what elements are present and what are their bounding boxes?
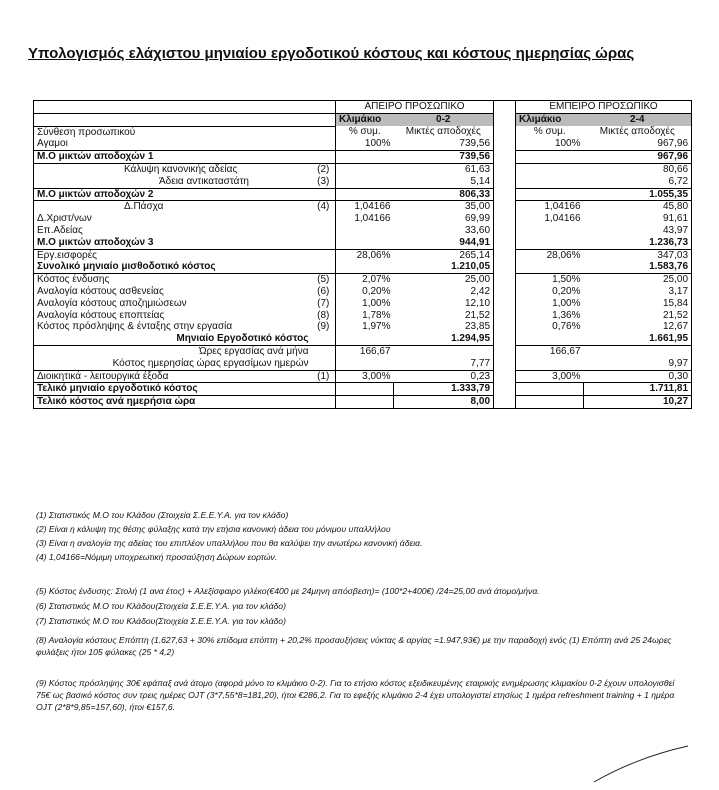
footnote-1: (1) Στατιστικός Μ.Ο του Κλάδου (Στοιχεία Σ.Ε.Ε.Υ.Α. για τον κλάδο) <box>36 510 289 520</box>
table-row <box>34 298 692 310</box>
cell-a-pct: 1,04166 <box>336 213 394 225</box>
cell-a-pct <box>336 261 394 273</box>
cell-a-pct <box>336 396 394 409</box>
footnote-7: (7) Στατιστικός Μ.Ο του Κλάδου(Στοιχεία Σ.Ε.Ε.Υ.Α. για τον κλάδο) <box>36 616 286 626</box>
row-label: Συνολικό μηνιαίο μισθοδοτικό κόστος <box>34 261 312 273</box>
row-label: Μ.Ο μικτών αποδοχών 1 <box>34 151 312 164</box>
cell-b-pct <box>516 151 584 164</box>
cell-b-pct <box>516 163 584 175</box>
scale-label-b: Κλιμάκιο <box>516 113 584 126</box>
cell-b-pct: 1,04166 <box>516 201 584 213</box>
cell-b-amount: 1.661,95 <box>584 333 692 345</box>
cell-a-amount: 12,10 <box>394 298 494 310</box>
cell-a-amount: 5,14 <box>394 176 494 188</box>
row-note-ref <box>312 345 336 357</box>
row-note-ref <box>312 358 336 370</box>
cell-b-amount: 45,80 <box>584 201 692 213</box>
row-note-ref <box>312 383 336 396</box>
cell-a-pct: 1,00% <box>336 298 394 310</box>
cell-a-amount: 69,99 <box>394 213 494 225</box>
cell-b-amount: 6,72 <box>584 176 692 188</box>
cell-b-pct <box>516 188 584 201</box>
footnote-5: (5) Κόστος ένδυσης: Στολή (1 ανα έτος) + Αλεξίσφαιρο γιλέκο(€400 με 24μηνη απόσβεση)= (100*2+400€) /24=25,00 ανά άτομο/μήνα. <box>36 586 540 596</box>
cell-a-pct: 1,04166 <box>336 201 394 213</box>
table-row <box>34 333 692 345</box>
cell-a-pct: 1,97% <box>336 321 394 333</box>
cell-a-pct: 0,20% <box>336 286 394 298</box>
cell-b-amount <box>584 345 692 357</box>
cell-b-pct <box>516 225 584 237</box>
scale-value-b: 2-4 <box>584 113 692 126</box>
row-note-ref <box>312 237 336 249</box>
cell-a-amount: 2,42 <box>394 286 494 298</box>
table-row <box>34 274 692 286</box>
cell-a-pct <box>336 176 394 188</box>
cell-b-pct: 1,50% <box>516 274 584 286</box>
pct-header-a: % συμ. <box>336 126 394 138</box>
table-row <box>34 261 692 273</box>
cell-a-amount: 35,00 <box>394 201 494 213</box>
cell-a-pct <box>336 358 394 370</box>
row-note-ref: (7) <box>317 297 330 309</box>
cost-table <box>33 100 692 409</box>
group-b-header: ΕΜΠΕΙΡΟ ΠΡΟΣΩΠΙΚΟ <box>516 101 692 114</box>
row-note-ref <box>312 126 336 138</box>
row-label: Ώρες εργασίας ανά μήνα <box>34 345 312 357</box>
cell-b-amount: 80,66 <box>584 163 692 175</box>
row-note-ref <box>312 261 336 273</box>
cell-a-pct: 100% <box>336 138 394 150</box>
row-note-ref <box>312 249 336 261</box>
table-row <box>34 176 692 188</box>
row-label: Εργ.εισφορές <box>34 249 312 261</box>
cell-b-amount: 21,52 <box>584 310 692 322</box>
row-note-ref: (3) <box>317 175 330 187</box>
cell-a-pct <box>336 333 394 345</box>
row-label: Δ.Χριστ/νων <box>34 213 312 225</box>
cell-b-amount: 3,17 <box>584 286 692 298</box>
table-row <box>34 151 692 164</box>
scale-label-a: Κλιμάκιο <box>336 113 394 126</box>
row-label: Αγαμοι <box>34 138 312 150</box>
row-label: Αναλογία κόστους ασθενείας <box>34 286 312 298</box>
cell-b-pct: 0,20% <box>516 286 584 298</box>
row-label: Κόστος ημερησίας ώρας εργασίμων ημερών <box>34 358 312 370</box>
cell-b-amount: 12,67 <box>584 321 692 333</box>
row-label: Μ.Ο μικτών αποδοχών 3 <box>34 237 312 249</box>
footnote-6: (6) Στατιστικός Μ.Ο του Κλάδου(Στοιχεία Σ.Ε.Ε.Υ.Α. για τον κλάδο) <box>36 601 286 611</box>
cell-b-pct: 3,00% <box>516 370 584 383</box>
cell-a-pct: 1,78% <box>336 310 394 322</box>
cell-a-pct <box>336 163 394 175</box>
row-label: Δ.Πάσχα <box>34 201 312 213</box>
cell-b-amount: 15,84 <box>584 298 692 310</box>
row-label: Κόστος πρόσληψης & ένταξης στην εργασία <box>34 321 312 333</box>
cell-b-amount: 43,97 <box>584 225 692 237</box>
cell-a-amount: 7,77 <box>394 358 494 370</box>
scale-value-a: 0-2 <box>394 113 494 126</box>
cell-b-pct: 0,76% <box>516 321 584 333</box>
cell-b-amount: 91,61 <box>584 213 692 225</box>
cell-a-amount: 1.210,05 <box>394 261 494 273</box>
cell-b-pct <box>516 396 584 409</box>
table-row <box>34 396 692 409</box>
table-row <box>34 358 692 370</box>
row-note-ref <box>312 213 336 225</box>
cell-b-amount: 1.236,73 <box>584 237 692 249</box>
table-row <box>34 237 692 249</box>
cell-b-pct: 166,67 <box>516 345 584 357</box>
row-label: Σύνθεση προσωπικού <box>34 126 312 138</box>
row-label: Αναλογία κόστους αποζημιώσεων <box>34 298 312 310</box>
cell-b-amount: 9,97 <box>584 358 692 370</box>
cell-b-amount: 347,03 <box>584 249 692 261</box>
row-note-ref: (8) <box>317 309 330 321</box>
cell-a-amount: 944,91 <box>394 237 494 249</box>
table-row <box>34 321 692 333</box>
cell-a-amount <box>394 345 494 357</box>
row-label: Επ.Αδείας <box>34 225 312 237</box>
row-label: Κόστος ένδυσης <box>34 274 312 286</box>
row-note-ref <box>312 333 336 345</box>
row-note-ref: (5) <box>312 274 336 286</box>
cell-a-amount: 8,00 <box>394 396 494 409</box>
cell-b-amount: 967,96 <box>584 138 692 150</box>
cell-b-pct: 1,00% <box>516 298 584 310</box>
cell-a-amount: 21,52 <box>394 310 494 322</box>
footnote-2: (2) Είναι η κάλυψη της θέσης φύλαξης κατά την ετήσια κανονική άδεια του μόνιμου υπαλλήλου <box>36 524 391 534</box>
cell-a-amount: 806,33 <box>394 188 494 201</box>
row-note-ref <box>312 396 336 409</box>
cell-a-amount: 265,14 <box>394 249 494 261</box>
cell-b-amount: 967,96 <box>584 151 692 164</box>
signature-mark <box>592 744 692 784</box>
cell-a-amount: 1.333,79 <box>394 383 494 396</box>
cell-a-pct <box>336 383 394 396</box>
table-row <box>34 188 692 201</box>
table-row <box>34 383 692 396</box>
table-row <box>34 310 692 322</box>
row-note-ref <box>312 188 336 201</box>
cell-a-pct <box>336 188 394 201</box>
cell-a-amount: 25,00 <box>394 274 494 286</box>
cell-a-amount: 739,56 <box>394 151 494 164</box>
footnote-4: (4) 1,04166=Νόμιμη υποχρεωτική προσαύξηση Δώρων εορτών. <box>36 552 278 562</box>
table-row <box>34 163 692 175</box>
cell-a-pct <box>336 225 394 237</box>
row-label: Κάλυψη κανονικής αδείας <box>34 163 312 175</box>
table-row <box>34 249 692 261</box>
table-row <box>34 138 692 150</box>
row-note-ref <box>312 151 336 164</box>
row-label: Διοικητικά - λειτουργικά έξοδα <box>34 370 312 383</box>
row-label: Μ.Ο μικτών αποδοχών 2 <box>34 188 312 201</box>
table-row <box>34 370 692 383</box>
cell-a-amount: 739,56 <box>394 138 494 150</box>
cell-a-amount: 23,85 <box>394 321 494 333</box>
cell-b-amount: 1.583,76 <box>584 261 692 273</box>
table-row <box>34 345 692 357</box>
row-note-ref: (4) <box>312 201 336 213</box>
amount-header-a: Μικτές αποδοχές <box>394 126 494 138</box>
row-note-ref: (6) <box>317 285 330 297</box>
cell-b-amount: 1.711,81 <box>584 383 692 396</box>
row-note-ref <box>312 138 336 150</box>
group-a-header: ΑΠΕΙΡΟ ΠΡΟΣΩΠΙΚΟ <box>336 101 494 114</box>
cell-b-amount: 0,30 <box>584 370 692 383</box>
cell-b-pct <box>516 333 584 345</box>
footnote-9: (9) Κόστος πρόσληψης 30€ εφάπαξ ανά άτομο (αφορά μόνο το κλιμάκιο 0-2). Για το ετήσιο κόστος εξειδικευμένης εταιρικής ενημέρωσης κλιμακίου 0-2 έχουν υπολογισθεί 75€ ως βασικό κόστος συν τρεις ημέρες OJT (3*7,55*8=181,20), ήτοι €286,2. Για το εφεξής κλιμάκιο 2-4 έχει υπολογιστεί ετησίως 1 ημέρα refreshment training + 1 ημέρα OJT (2*8*9,85=157,60), ήτοι €157,6. <box>36 678 675 712</box>
row-label: Τελικό μηνιαίο εργοδοτικό κόστος <box>34 383 312 396</box>
row-note-ref <box>312 225 336 237</box>
cell-a-amount: 33,60 <box>394 225 494 237</box>
cell-b-amount: 25,00 <box>584 274 692 286</box>
corner-cell <box>34 101 312 114</box>
cell-a-pct: 3,00% <box>336 370 394 383</box>
cell-b-pct <box>516 383 584 396</box>
cell-b-pct <box>516 176 584 188</box>
amount-header-b: Μικτές αποδοχές <box>584 126 692 138</box>
row-note-ref: (2) <box>312 163 336 175</box>
cell-b-pct <box>516 237 584 249</box>
cell-a-amount: 61,63 <box>394 163 494 175</box>
row-note-ref: (1) <box>312 370 336 383</box>
footnote-3: (3) Είναι η αναλογία της αδείας του επιπλέον υπαλλήλου που θα καλύψει την ανωτέρω κανονική άδεια. <box>36 538 423 548</box>
cell-b-pct <box>516 261 584 273</box>
cell-a-pct: 2,07% <box>336 274 394 286</box>
cell-b-pct: 1,04166 <box>516 213 584 225</box>
cell-b-pct: 28,06% <box>516 249 584 261</box>
table-row <box>34 225 692 237</box>
cell-b-pct <box>516 358 584 370</box>
table-row <box>34 201 692 213</box>
cell-a-amount: 0,23 <box>394 370 494 383</box>
cell-a-amount: 1.294,95 <box>394 333 494 345</box>
cell-b-pct: 100% <box>516 138 584 150</box>
row-label: Αναλογία κόστους εποπτείας <box>34 310 312 322</box>
row-label: Άδεια αντικαταστάτη <box>34 176 312 188</box>
cell-b-pct: 1,36% <box>516 310 584 322</box>
cell-a-pct: 166,67 <box>336 345 394 357</box>
row-label: Τελικό κόστος ανά ημερήσια ώρα <box>34 396 312 409</box>
cell-b-amount: 1.055,35 <box>584 188 692 201</box>
cell-b-amount: 10,27 <box>584 396 692 409</box>
cell-a-pct <box>336 151 394 164</box>
footnote-8: (8) Αναλογία κόστους Επόπτη (1.627,63 + 30% επίδομα επόπτη + 20,2% προσαυξήσεις νύκτας & αργίας =1.947,93€) με την παραδοχή ενός (1) Επόπτη ανά 25 24ωρες φυλάξεις ήτοι 105 φύλακες (25 * 4,2) <box>36 635 672 657</box>
table-row <box>34 213 692 225</box>
page-title: Υπολογισμός ελάχιστου μηνιαίου εργοδοτικού κόστους και κόστους ημερησίας ώρας <box>28 45 635 62</box>
row-note-ref: (9) <box>317 321 330 333</box>
cell-a-pct <box>336 237 394 249</box>
table-row <box>34 286 692 298</box>
pct-header-b: % συμ. <box>516 126 584 138</box>
row-label: Μηνιαίο Εργοδοτικό κόστος <box>34 333 312 345</box>
table-row <box>34 126 692 138</box>
cell-a-pct: 28,06% <box>336 249 394 261</box>
